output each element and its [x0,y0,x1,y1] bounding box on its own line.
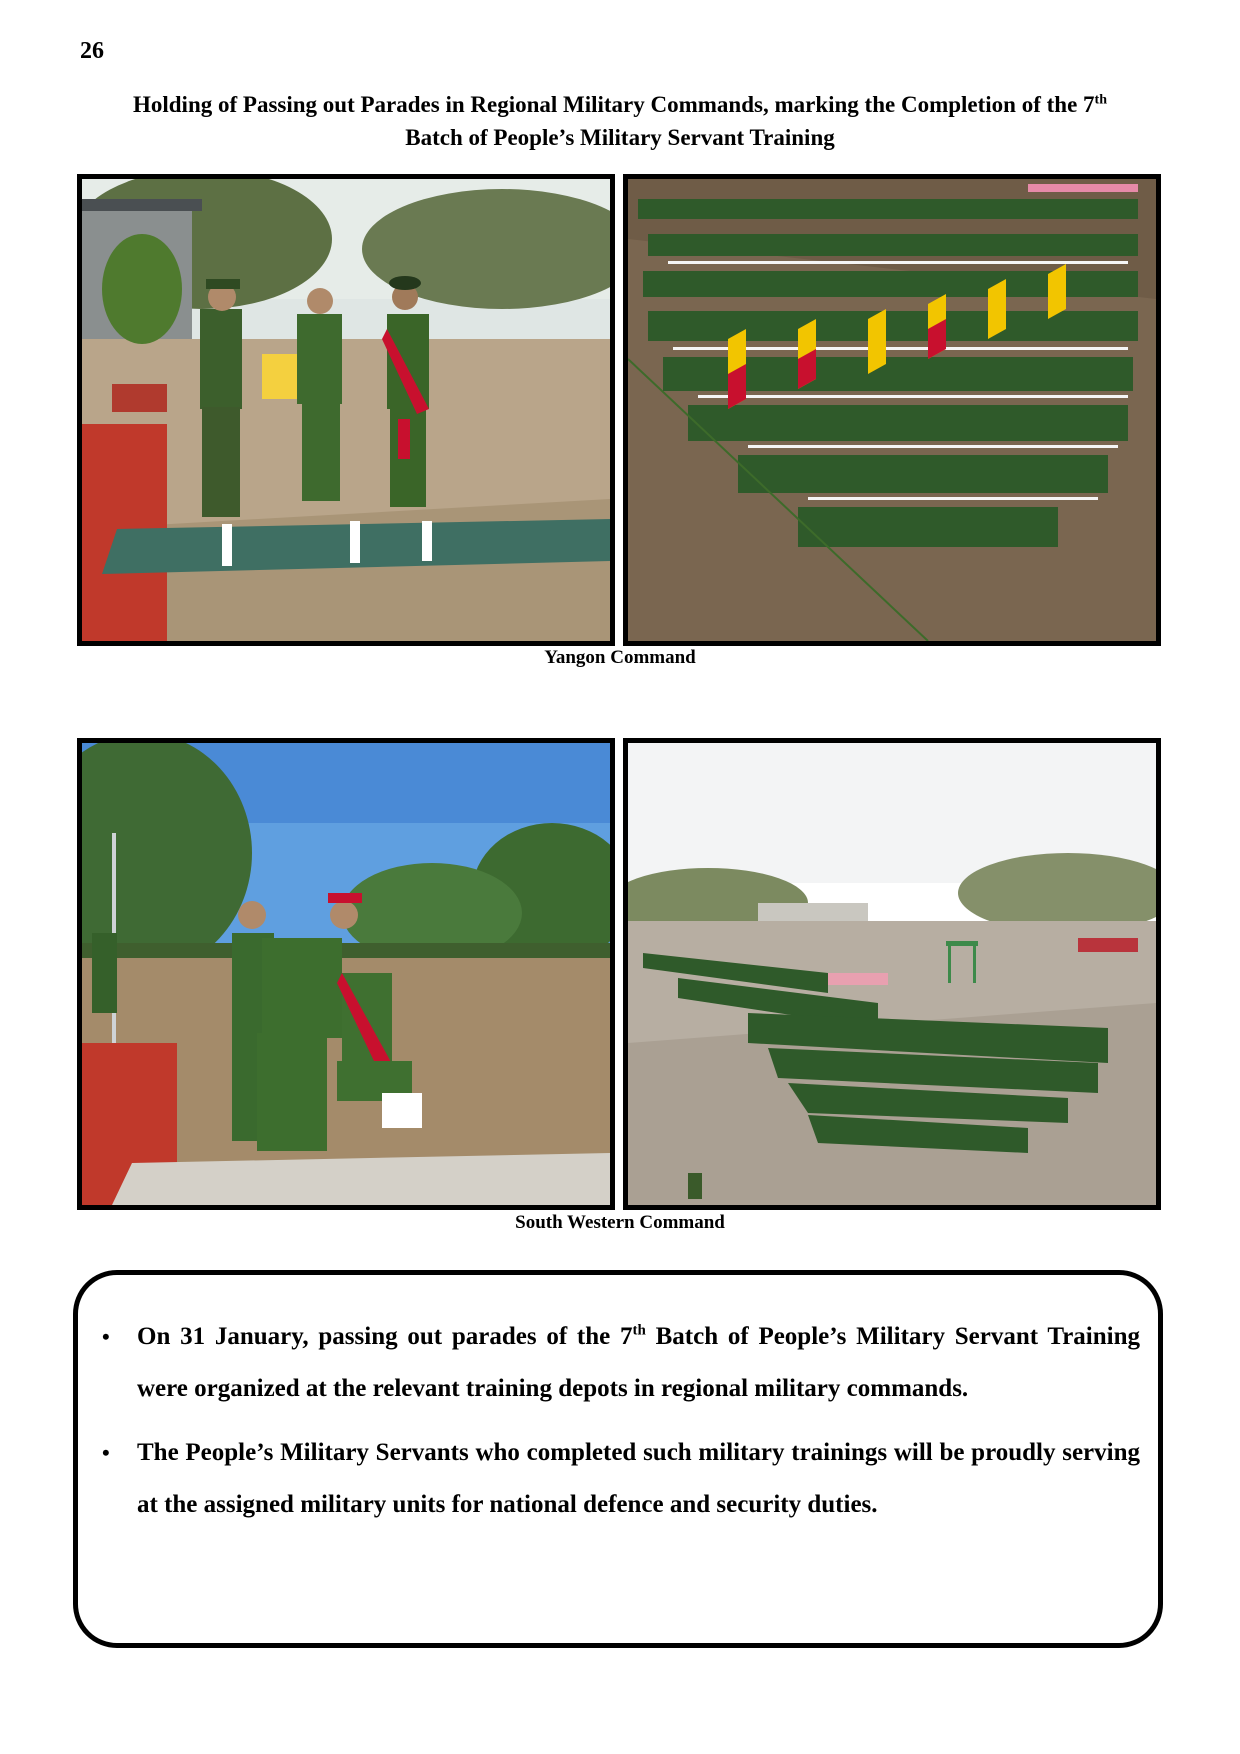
photo-south-western-parade [623,738,1161,1210]
title-line2: Batch of People’s Military Servant Training [405,125,835,150]
caption-south-western-command: South Western Command [515,1212,725,1233]
title-line1: Holding of Passing out Parades in Regional Military Commands, marking the Completion of the 7th [132,92,1107,117]
photo-yangon-parade [623,174,1161,646]
photo-yangon-salute [77,174,615,646]
note-item: • The People’s Military Servants who completed such military trainings will be proudly serving at the assigned military units for national defence and security duties. [102,1427,1140,1531]
bullet-icon: • [102,1324,110,1349]
caption-yangon-command: Yangon Command [544,647,696,668]
notes-list [102,1311,1140,1543]
notes-box [73,1270,1163,1648]
page-title [70,88,1170,154]
photo-south-western-ceremony [77,738,615,1210]
bullet-icon: • [102,1440,110,1465]
note-item: • On 31 January, passing out parades of the 7th Batch of People’s Military Servant Training were organized at the relevant training depots in regional military commands. [102,1311,1140,1415]
page-number: 26 [80,38,104,64]
